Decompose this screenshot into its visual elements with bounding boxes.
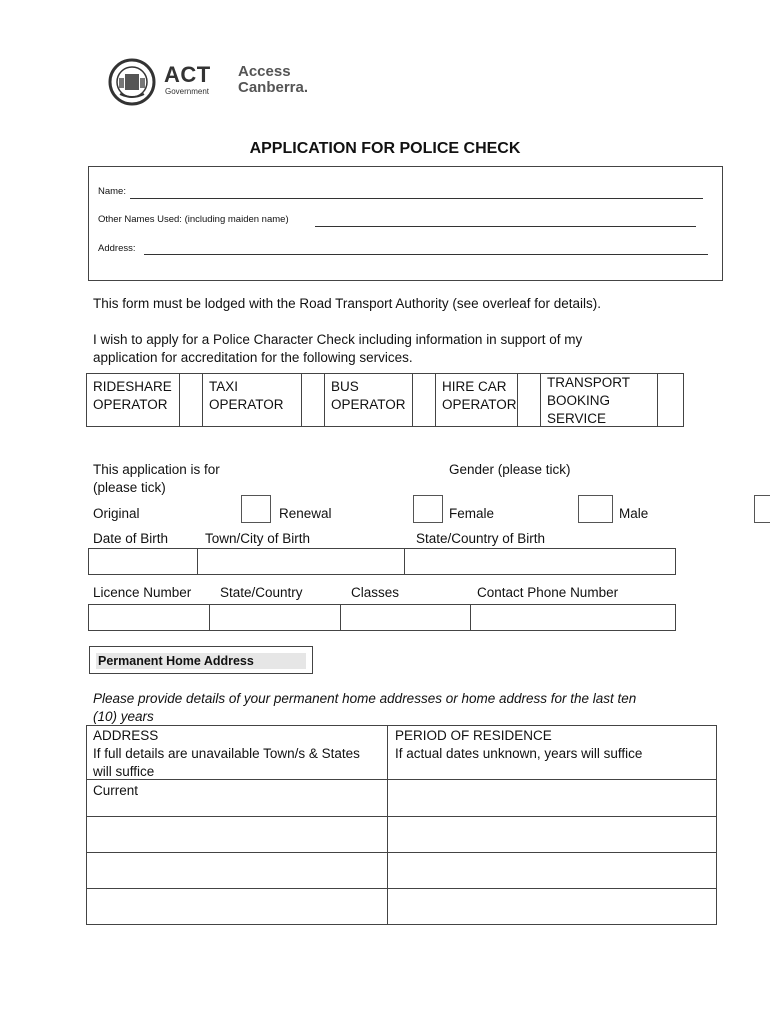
apply-text-line1: I wish to apply for a Police Character Check including information in support of my <box>93 332 583 347</box>
access-logo-line2: Canberra. <box>238 79 309 96</box>
male-checkbox[interactable] <box>754 495 770 523</box>
town-of-birth-label: Town/City of Birth <box>205 531 311 546</box>
identity-box <box>88 166 723 281</box>
town-of-birth-field[interactable] <box>198 549 405 574</box>
act-government-logo <box>108 58 218 106</box>
home-address-instructions-line1: Please provide details of your permanent home addresses or home address for the last ten <box>93 691 637 706</box>
address-column-header: ADDRESS If full details are unavailable Town/s & States will suffice <box>93 728 360 779</box>
original-label: Original <box>93 506 140 521</box>
address-row-2-field[interactable] <box>87 817 386 851</box>
service-transport-booking: TRANSPORT BOOKING SERVICE <box>547 375 631 426</box>
licence-state-label: State/Country <box>220 585 303 600</box>
act-logo-sub: Government <box>165 87 210 96</box>
contact-phone-field[interactable] <box>471 605 675 630</box>
contact-phone-label: Contact Phone Number <box>477 585 619 600</box>
female-checkbox[interactable] <box>578 495 613 523</box>
service-transport-booking-tick[interactable] <box>658 374 683 426</box>
page-title: APPLICATION FOR POLICE CHECK <box>249 140 521 157</box>
service-bus: BUS OPERATOR <box>331 379 406 412</box>
female-label: Female <box>449 506 495 521</box>
service-bus-tick[interactable] <box>413 374 435 426</box>
period-row-2-field[interactable] <box>388 817 716 851</box>
other-names-label: Other Names Used: (including maiden name) <box>98 214 289 225</box>
male-label: Male <box>619 506 649 521</box>
state-of-birth-field[interactable] <box>405 549 675 574</box>
dob-label: Date of Birth <box>93 531 169 546</box>
period-column-header: PERIOD OF RESIDENCE If actual dates unknown, years will suffice <box>395 728 643 761</box>
application-type-label: This application is for (please tick) <box>93 462 220 495</box>
service-hire-car: HIRE CAR OPERATOR <box>442 379 517 412</box>
dob-field[interactable] <box>89 549 198 574</box>
renewal-checkbox[interactable] <box>413 495 443 523</box>
address-field[interactable] <box>144 254 708 255</box>
home-address-heading: Permanent Home Address <box>96 653 306 669</box>
address-row-4-field[interactable] <box>87 889 386 924</box>
original-checkbox[interactable] <box>241 495 271 523</box>
licence-classes-field[interactable] <box>341 605 471 630</box>
address-label: Address: <box>98 243 136 254</box>
name-field[interactable] <box>130 198 703 199</box>
licence-state-field[interactable] <box>210 605 341 630</box>
lodge-instructions: This form must be lodged with the Road Transport Authority (see overleaf for details). <box>93 296 601 311</box>
access-canberra-logo <box>238 64 328 104</box>
licence-classes-label: Classes <box>351 585 400 600</box>
gender-label: Gender (please tick) <box>449 462 571 477</box>
current-period-field[interactable] <box>388 780 716 815</box>
licence-number-field[interactable] <box>89 605 210 630</box>
current-address-label: Current <box>93 783 139 798</box>
service-hire-car-tick[interactable] <box>518 374 540 426</box>
licence-number-label: Licence Number <box>93 585 192 600</box>
period-row-4-field[interactable] <box>388 889 716 924</box>
act-logo-text: ACT <box>164 62 211 87</box>
home-address-heading-box <box>89 646 313 674</box>
name-label: Name: <box>98 186 126 197</box>
apply-text-line2: application for accreditation for the following services. <box>93 350 413 365</box>
service-taxi: TAXI OPERATOR <box>209 379 284 412</box>
home-address-instructions-line2: (10) years <box>93 709 154 724</box>
service-rideshare: RIDESHARE OPERATOR <box>93 379 172 412</box>
service-taxi-tick[interactable] <box>302 374 324 426</box>
state-of-birth-label: State/Country of Birth <box>416 531 546 546</box>
renewal-label: Renewal <box>279 506 332 521</box>
other-names-field[interactable] <box>315 226 696 227</box>
period-row-3-field[interactable] <box>388 853 716 887</box>
access-logo-line1: Access <box>238 63 291 80</box>
service-rideshare-tick[interactable] <box>180 374 202 426</box>
current-address-field[interactable] <box>160 780 386 815</box>
address-row-3-field[interactable] <box>87 853 386 887</box>
act-crest-icon <box>108 58 156 106</box>
